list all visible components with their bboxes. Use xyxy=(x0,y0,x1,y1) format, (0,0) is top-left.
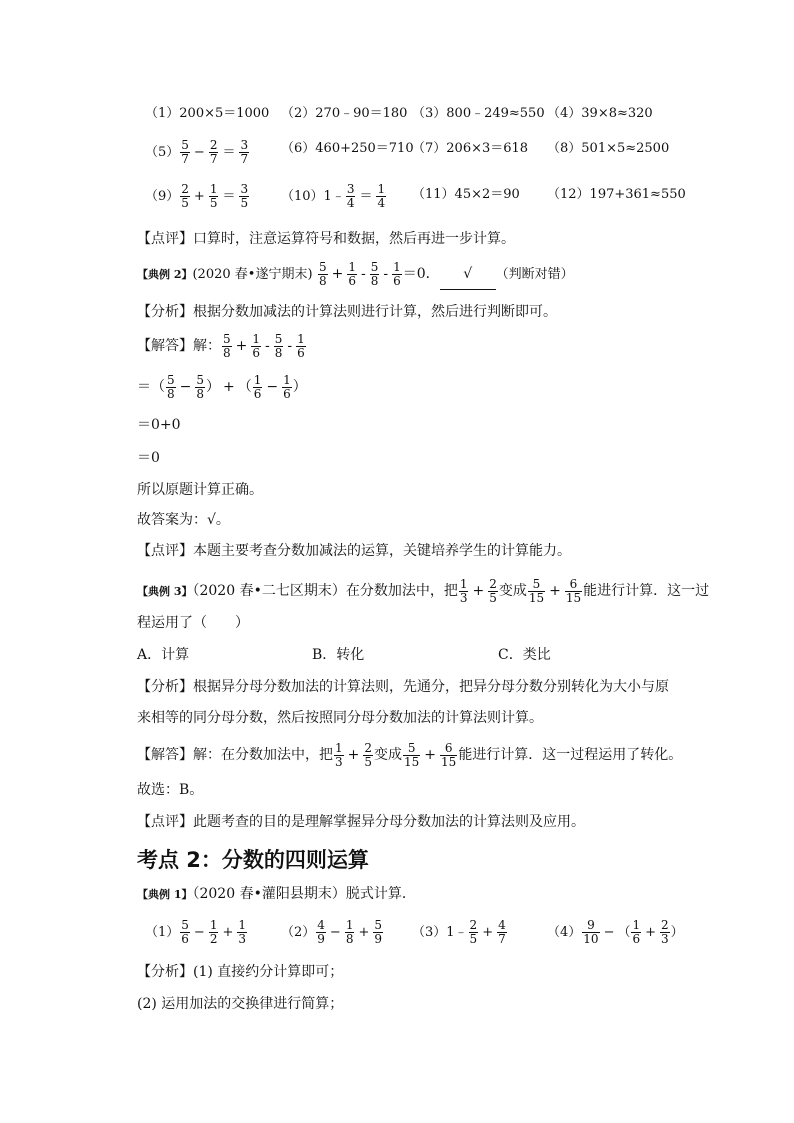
example-4-question: 【典例 1】（2020 春•灌阳县期末）脱式计算． xyxy=(137,886,416,902)
example-3-question-cont: 程运用了（ ） xyxy=(137,615,249,631)
problem-6: （6）460+250＝710 xyxy=(281,141,414,156)
problem-10: （10）1﹣ $\frac{3}{4}$ ＝ $\frac{1}{4}$ xyxy=(281,182,386,210)
option-b: B．转化 xyxy=(312,647,365,663)
problem-4: （4）39×8≈320 xyxy=(547,106,653,121)
example-2-comment: 【点评】本题主要考查分数加减法的运算，关键培养学生的计算能力。 xyxy=(137,543,571,559)
option-a: A．计算 xyxy=(137,647,190,663)
example-2-solution: 【解答】解： $\frac{5}{8}$ + $\frac{1}{6}$ - $\frac{5}{8}$ - $\frac{1}{6}$ xyxy=(137,331,305,360)
example-3-choice: 故选：B。 xyxy=(137,782,204,798)
problem-8: （8）501×5≈2500 xyxy=(547,141,670,156)
example-2-step-1: ＝（ $\frac{5}{8}$ − $\frac{5}{8}$ ） + （ $\frac{1}{6}$ − $\frac{1}{6}$ ） xyxy=(137,372,307,401)
problem-1: （1）200×5＝1000 xyxy=(145,106,270,121)
calc-4: （4） $\frac{9}{10}$ − （ $\frac{1}{6}$ + $\frac{2}{3}$ ） xyxy=(547,918,684,946)
example-3-question: 【典例 3】（2020 春•二七区期末）在分数加法中，把 $\frac{1}{3}$ + $\frac{2}{5}$ 变成 $\frac{5}{15}$ + $\frac{6}{15}$ 能进行计算．这一过 xyxy=(137,576,710,605)
problem-2: （2）270﹣90＝180 xyxy=(281,106,408,121)
example-2-step-2: ＝0+0 xyxy=(137,417,181,433)
calc-1: （1） $\frac{5}{6}$ − $\frac{1}{2}$ + $\frac{1}{3}$ xyxy=(145,918,247,946)
example-2-answer: 故答案为：√。 xyxy=(137,512,230,528)
example-3-analysis-2: 来相等的同分母分数，然后按照同分母分数加法的计算法则计算。 xyxy=(137,710,543,726)
example-2-question: 【典例 2】(2020 春•遂宁期末) $\frac{5}{8}$ + $\frac{1}{6}$ - $\frac{5}{8}$ - $\frac{1}{6}$ ＝0． √ （判断对错） xyxy=(137,259,574,290)
problem-12: （12）197+361≈550 xyxy=(547,187,686,202)
example-2-analysis: 【分析】根据分数加减法的计算法则进行计算，然后进行判断即可。 xyxy=(137,304,557,320)
option-c: C．类比 xyxy=(498,647,551,663)
example-4-analysis-1: 【分析】(1) 直接约分计算即可； xyxy=(137,964,344,980)
calc-3: （3）1﹣ $\frac{2}{5}$ + $\frac{4}{7}$ xyxy=(412,918,506,946)
problem-3: （3）800﹣249≈550 xyxy=(412,106,545,121)
problem-7: （7）206×3＝618 xyxy=(412,141,529,156)
problem-9: （9） $\frac{2}{5}$ + $\frac{1}{5}$ ＝ $\frac{3}{5}$ xyxy=(145,182,249,210)
comment-1: 【点评】口算时，注意运算符号和数据，然后再进一步计算。 xyxy=(137,231,515,247)
section-title: 考点 2：分数的四则运算 xyxy=(137,848,369,872)
example-2-step-3: ＝0 xyxy=(137,450,160,466)
example-3-analysis-1: 【分析】根据异分母分数加法的计算法则，先通分，把异分母分数分别转化为大小与原 xyxy=(137,679,669,695)
problem-5: （5） $\frac{5}{7}$ − $\frac{2}{7}$ ＝ $\frac{3}{7}$ xyxy=(145,138,249,166)
problem-11: （11）45×2＝90 xyxy=(412,187,520,202)
example-2-conclusion: 所以原题计算正确。 xyxy=(137,482,263,498)
answer-blank: √ xyxy=(440,259,496,290)
example-3-comment: 【点评】此题考查的目的是理解掌握异分母分数加法的计算法则及应用。 xyxy=(137,814,585,830)
calc-2: （2） $\frac{4}{9}$ − $\frac{1}{8}$ + $\frac{5}{9}$ xyxy=(281,918,383,946)
example-3-solution: 【解答】解：在分数加法中，把 $\frac{1}{3}$ + $\frac{2}{5}$ 变成 $\frac{5}{15}$ + $\frac{6}{15}$ 能进行计算．这一过程运用了转化。 xyxy=(137,740,683,769)
example-4-analysis-2: (2) 运用加法的交换律进行简算； xyxy=(137,996,344,1012)
